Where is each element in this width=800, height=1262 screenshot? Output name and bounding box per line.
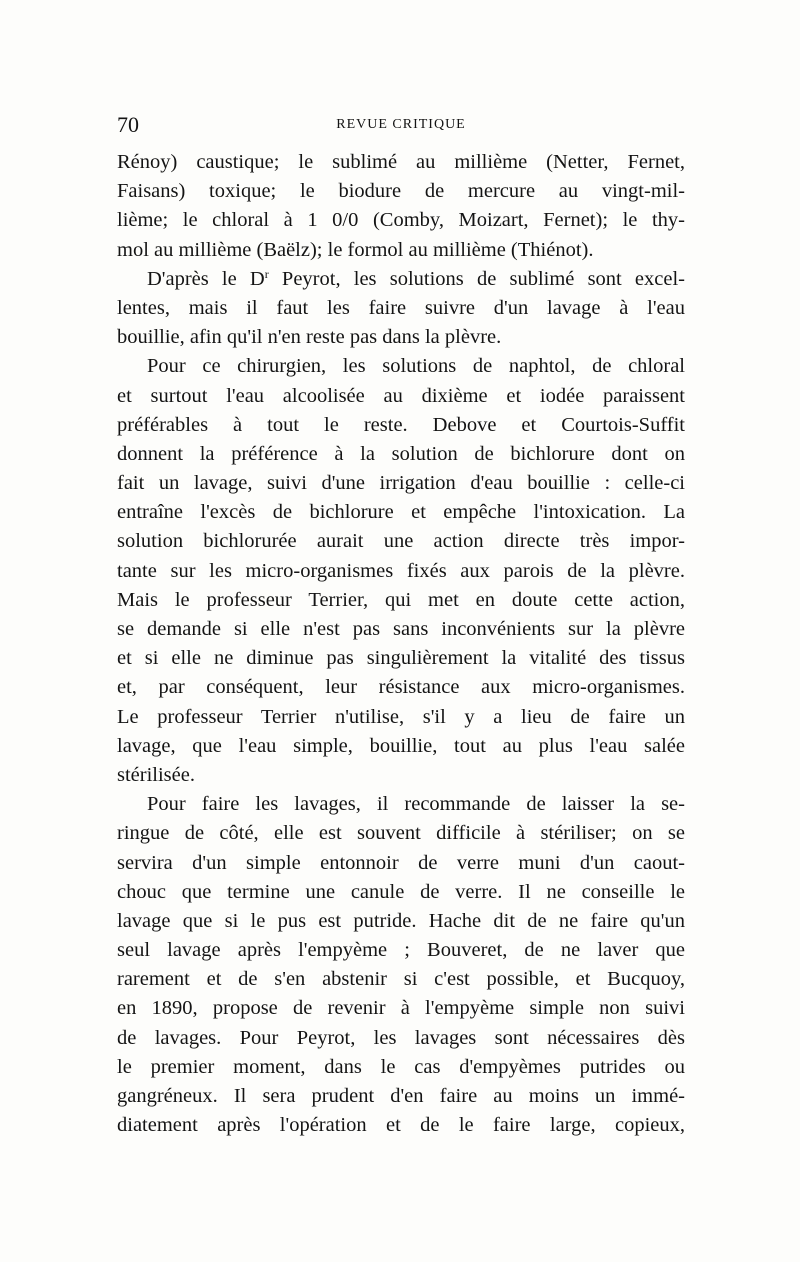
text-line: préférables à tout le reste. Debove et Courtois-Suffit [117,413,685,436]
text-line: entraîne l'excès de bichlorure et empêche l'intoxication. La [117,501,685,524]
text-line: lavage que si le pus est putride. Hache dit de ne faire qu'un [117,909,685,932]
text-line: lentes, mais il faut les faire suivre d'un lavage à l'eau [117,296,685,319]
text-line: se demande si elle n'est pas sans inconvénients sur la plèvre [117,618,685,640]
text-line: chouc que termine une canule de verre. Il ne conseille le [117,880,685,903]
page-number: 70 [117,112,139,137]
text-line: D'après le $D^r$ Peyrot, les solutions de sublimé sont excel- [147,266,686,290]
text-line: Pour faire les lavages, il recommande de laisser la se- [147,793,685,816]
text-line: en 1890, propose de revenir à l'empyème simple non suivi [117,997,685,1020]
text-line: et si elle ne diminue pas singulièrement la vitalité des tissus [117,647,685,670]
body-text [117,148,685,1140]
text-line: bouillie, afin qu'il n'en reste pas dans la plèvre. [117,326,502,349]
paragraph-2 [117,265,685,353]
text-line: tante sur les micro-organismes fixés aux parois de la plèvre. [117,559,685,582]
text-line: servira d'un simple entonnoir de verre muni d'un caout- [117,851,685,874]
page-header [117,112,685,142]
text-line: de lavages. Pour Peyrot, les lavages sont nécessaires dès [117,1026,685,1049]
text-line: Pour ce chirurgien, les solutions de naphtol, de chloral [147,355,685,378]
text-line: lième; le chloral à 1 0/0 (Comby, Moizart, Fernet); le thy- [117,209,685,232]
text-line: mol au millième (Baëlz); le formol au millième (Thiénot). [117,238,594,261]
text-line: fait un lavage, suivi d'une irrigation d'eau bouillie : celle-ci [117,472,685,495]
text-line: gangréneux. Il sera prudent d'en faire au moins un immé- [117,1085,685,1107]
text-line: diatement après l'opération et de le faire large, copieux, [117,1114,685,1137]
text-line: Rénoy) caustique; le sublimé au millième (Netter, Fernet, [117,151,685,173]
text-line: et, par conséquent, leur résistance aux micro-organismes. [117,676,685,699]
text-line: solution bichlorurée aurait une action directe très impor- [117,530,685,553]
text-line: rarement et de s'en abstenir si c'est possible, et Bucquoy, [117,968,685,991]
text-line: ringue de côté, elle est souvent difficile à stériliser; on se [117,822,685,845]
text-line: Le professeur Terrier n'utilise, s'il y a lieu de faire un [117,705,685,728]
paragraph-4 [117,790,685,1140]
text-line: Faisans) toxique; le biodure de mercure au vingt-mil- [117,180,685,203]
text-line: donnent la préférence à la solution de bichlorure dont on [117,442,685,465]
text-line: et surtout l'eau alcoolisée au dixième et iodée paraissent [117,384,685,407]
text-line: lavage, que l'eau simple, bouillie, tout au plus l'eau salée [117,734,685,757]
text-line: seul lavage après l'empyème ; Bouveret, de ne laver que [117,939,685,962]
text-line: Mais le professeur Terrier, qui met en doute cette action, [117,588,685,611]
text-line: le premier moment, dans le cas d'empyèmes putrides ou [117,1055,685,1078]
running-title: REVUE CRITIQUE [336,117,466,132]
text-line: stérilisée. [117,763,195,786]
paragraph-1 [117,148,685,265]
paragraph-3 [117,352,685,790]
